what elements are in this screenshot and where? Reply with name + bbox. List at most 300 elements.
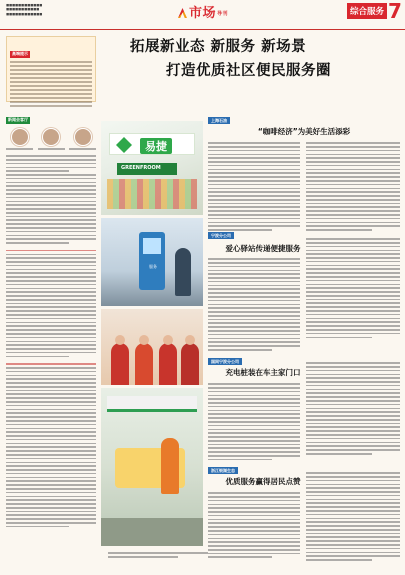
text-line [306,199,400,201]
text-line [306,506,400,508]
text-line [208,440,300,442]
text-line [306,302,400,304]
text-line [6,473,96,475]
text-line [6,428,96,430]
text-line [306,325,400,327]
text-line [6,416,96,418]
text-line [208,387,300,389]
lead-box [6,36,96,102]
text-line [306,157,400,159]
text-line [208,421,300,423]
guest-caption-line [69,148,96,150]
text-line [306,415,400,417]
text-line [306,169,400,171]
guest [6,128,33,150]
text-line [208,444,300,446]
text-line [306,377,400,379]
store-shelf [107,179,197,209]
section-title: “咖啡经济”为美好生活添彩 [257,127,351,136]
text-line [306,438,400,440]
text-line [6,386,96,388]
text-line [208,225,300,227]
text-line [306,146,400,148]
text-line [306,229,372,231]
text-line [10,81,92,83]
section-name: 综合服务 [347,3,387,19]
text-line [208,504,300,506]
ground [101,518,203,546]
text-line [306,514,400,516]
text-line [6,499,96,501]
text-line [208,519,300,521]
text-line [6,431,96,433]
text-line [6,318,96,320]
text-line [6,484,96,486]
masthead-meta [6,3,66,16]
text-line [306,392,400,394]
text-line [208,206,300,208]
text-line [6,424,96,426]
text-line [306,280,400,282]
text-line [6,238,96,240]
text-line [208,406,300,408]
text-line [208,172,300,174]
text-line [306,337,372,339]
meta-line: ■■■■■■■■■■■ [6,7,40,12]
text-line [6,435,96,437]
text-line [208,304,300,306]
text-line [6,439,96,441]
text-line [208,455,300,457]
article-column [208,490,300,558]
text-line [6,254,96,256]
text-line [208,285,300,287]
text-line [306,423,400,425]
text-line [6,212,96,214]
text-line [208,507,300,509]
text-line [208,541,300,543]
store-logo-icon [116,137,132,153]
text-line [6,409,96,411]
text-line [306,540,400,542]
text-line [10,93,92,95]
text-line [6,219,96,221]
text-line [208,522,300,524]
photo-caption [108,550,208,558]
text-line [208,391,300,393]
text-line [208,258,300,260]
brand-logo-icon [178,8,187,18]
text-line [6,393,96,395]
text-line [306,214,400,216]
section-tag: 宁波分公司 [208,232,234,239]
text-line [6,371,96,373]
text-line [6,477,96,479]
text-line [208,292,300,294]
text-line [208,300,300,302]
text-line [208,545,300,547]
text-line [208,266,300,268]
text-line [208,398,300,400]
main-headline [130,35,400,80]
text-line [306,389,400,391]
masthead [0,0,405,30]
text-line [306,419,400,421]
text-line [306,385,400,387]
text-line [306,191,400,193]
text-line [6,306,96,308]
text-line [208,184,300,186]
text-line [208,191,300,193]
text-line [306,206,400,208]
text-line [208,534,300,536]
article-column [208,256,300,351]
text-line [6,257,96,259]
text-line [6,269,96,271]
text-line [208,492,300,494]
guest-section [6,106,96,150]
text-line [306,400,400,402]
text-line [306,411,400,413]
text-line [306,536,400,538]
text-line [306,559,372,561]
caption-line [108,552,208,554]
text-line [306,329,400,331]
text-line [6,356,69,358]
text-line [6,446,96,448]
text-line [306,396,400,398]
text-line [208,203,300,205]
text-line [6,299,96,301]
text-line [6,397,96,399]
text-line [208,538,300,540]
text-line [306,291,400,293]
text-line [306,510,400,512]
text-line [306,180,400,182]
text-line [6,492,96,494]
text-line [208,326,300,328]
person-head [139,335,149,345]
text-line [208,180,300,182]
text-line [10,69,92,71]
text-line [306,525,400,527]
text-line [6,514,96,516]
text-line [306,203,400,205]
text-line [6,518,96,520]
text-line [208,169,300,171]
text-line [208,296,300,298]
text-line [6,375,96,377]
text-line [306,272,400,274]
text-line [306,366,400,368]
text-line [6,310,96,312]
guest-avatar [42,128,60,146]
text-line [6,208,96,210]
text-line [306,491,400,493]
text-line [208,154,300,156]
guest-caption-line [38,148,65,150]
text-line [208,515,300,517]
text-line [6,276,96,278]
text-line [306,555,400,557]
person-figure [181,343,199,385]
text-line [306,250,400,252]
text-line [306,242,400,244]
text-line [6,201,96,203]
text-line [208,161,300,163]
headline-line-2: 打造优质社区便民服务圈 [166,63,331,79]
text-line [306,370,400,372]
section-tag: 国网宁波分公司 [208,358,242,365]
text-line [6,465,96,467]
text-line [306,548,400,550]
text-line [6,193,96,195]
guest-avatar [11,128,29,146]
text-line [6,303,96,305]
text-line [306,238,400,240]
text-line [10,85,92,87]
text-line [208,496,300,498]
text-line [6,223,96,225]
text-line [306,150,400,152]
person-figure [135,343,153,385]
caption-line [108,556,178,558]
text-line [208,322,300,324]
text-line [306,502,400,504]
text-line [208,165,300,167]
text-line [6,284,96,286]
guest [38,128,65,150]
text-line [208,432,300,434]
text-line [6,204,96,206]
text-line [6,167,96,169]
text-line [208,429,300,431]
article-column [306,140,400,231]
article-column [306,470,400,561]
text-line [208,195,300,197]
text-line [6,182,96,184]
text-line [6,242,69,244]
guest-row [6,128,96,150]
text-line [208,176,300,178]
text-line [6,272,96,274]
text-line [306,172,400,174]
text-line [306,529,400,531]
text-line [208,345,300,347]
article-column [208,140,300,231]
photo-staff-group [101,309,203,385]
text-line [6,367,96,369]
text-line [306,544,400,546]
text-line [306,518,400,520]
text-line [208,214,300,216]
text-line [306,404,400,406]
text-line [6,382,96,384]
text-line [208,395,300,397]
text-line [208,436,300,438]
lead-tag: 高端提示 [12,51,28,56]
text-line [306,495,400,497]
text-line [6,443,96,445]
text-line [208,451,300,453]
text-line [208,417,300,419]
text-line [208,146,300,148]
text-line [306,246,400,248]
page-number: 7 [388,0,402,23]
text-line [6,352,96,354]
text-line [306,426,400,428]
text-line [10,101,92,103]
text-line [306,287,400,289]
text-line [6,401,96,403]
text-line [6,454,96,456]
text-line [306,381,400,383]
text-line [6,295,96,297]
section-tag: 上海石油 [208,117,230,124]
text-line [306,210,400,212]
text-line [208,511,300,513]
text-line [6,174,96,176]
text-line [306,253,400,255]
text-line [6,522,96,524]
text-line [6,462,96,464]
text-line [10,61,92,63]
text-line [306,225,400,227]
text-line [306,318,400,320]
person-head [163,335,173,345]
text-line [6,412,96,414]
text-line [6,178,96,180]
text-line [306,276,400,278]
text-line [208,319,300,321]
person-head [185,335,195,345]
text-line [306,476,400,478]
text-line [6,503,96,505]
text-line [208,459,272,461]
headline-line-1: 拓展新业态 新服务 新场景 [130,39,307,55]
person-figure [111,343,129,385]
text-line [6,344,96,346]
text-line [6,185,96,187]
text-line [306,449,400,451]
text-line [306,533,400,535]
text-line [208,218,300,220]
text-line [6,378,96,380]
text-line [208,273,300,275]
guest [69,128,96,150]
text-line [306,257,400,259]
guest-avatar [74,128,92,146]
text-line [6,390,96,392]
text-line [306,154,400,156]
text-line [10,77,92,79]
article-column [306,360,400,455]
text-line [208,222,300,224]
text-line [208,402,300,404]
text-line [306,480,400,482]
text-line [306,299,400,301]
text-line [6,488,96,490]
text-line [306,306,400,308]
text-line [6,265,96,267]
qa-column [6,153,96,527]
text-line [208,556,272,558]
store-sign [109,133,195,155]
store-sign-text: 易捷 [140,138,172,154]
text-line [6,163,96,165]
text-line [208,210,300,212]
text-line [6,333,96,335]
photo-delivery [101,388,203,546]
text-line [6,216,96,218]
text-line [208,150,300,152]
text-line [306,374,400,376]
section-title: 优质服务赢得居民点赞 [225,477,301,486]
text-line [306,261,400,263]
text-line [306,184,400,186]
text-line [6,450,96,452]
text-line [306,222,400,224]
section-tag: 浙江银湖生态 [208,467,238,474]
text-line [6,526,69,528]
text-line [6,197,96,199]
text-line [306,408,400,410]
text-line [208,188,300,190]
text-line [6,458,96,460]
text-line [208,229,272,231]
text-line [208,199,300,201]
text-line [306,445,400,447]
text-line [306,321,400,323]
photo-service-kiosk [101,218,203,306]
text-line [6,159,96,161]
text-line [306,161,400,163]
person-figure [159,343,177,385]
text-line [306,499,400,501]
text-line [306,218,400,220]
text-line [208,447,300,449]
kiosk-screen [143,238,161,254]
text-line [306,362,400,364]
text-line [6,337,96,339]
text-line [6,420,96,422]
text-line [306,430,400,432]
kiosk-label: 服务 [149,264,157,269]
text-line [6,189,96,191]
article-column [208,381,300,460]
meta-line: ■■■■■■■■■■■■ [6,11,43,16]
text-line [208,281,300,283]
meta-line: ■■■■■■■■■■■■ [6,3,43,7]
counter-text: GREENFROOM [121,165,161,171]
text-line [306,142,400,144]
station-roof [107,396,197,412]
text-line [306,195,400,197]
text-line [208,425,300,427]
text-line [6,261,96,263]
text-line [6,405,96,407]
text-line [208,262,300,264]
text-line [10,65,92,67]
text-line [6,469,96,471]
newspaper-logo [178,2,228,21]
text-line [208,530,300,532]
text-line [6,348,96,350]
person-head [115,335,125,345]
text-line [208,157,300,159]
text-line [306,314,400,316]
text-line [6,288,96,290]
